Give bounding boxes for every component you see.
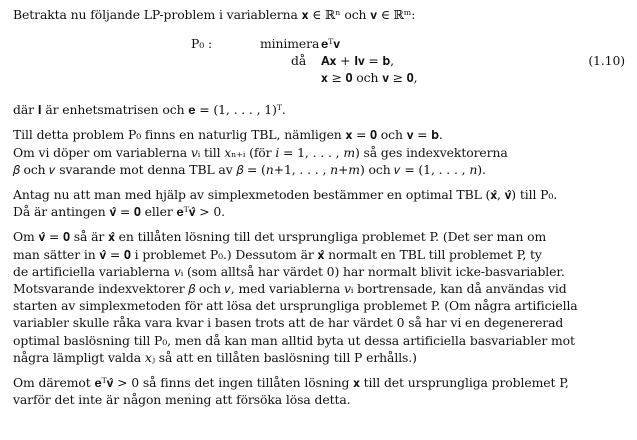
- equation-number: (1.10): [588, 53, 625, 69]
- assume-line: Då är antingen 𝐯̂ = 𝟎 eller 𝐞ᵀ𝐯̂ > 0.: [13, 204, 225, 220]
- nonnegativity-constraint: 𝐱 ≥ 𝟎 och 𝐯 ≥ 𝟎,: [321, 70, 418, 86]
- case-zero-line: man sätter in 𝐯̂ = 𝟎 i problemet P₀.) Dessutom är 𝐱̂ normalt en TBL till problemet P, ty: [13, 246, 542, 262]
- where-paragraph: där 𝐈 är enhetsmatrisen och 𝐞 = (1, . . . , 1)ᵀ.: [13, 102, 286, 118]
- case-positive-line: varför det inte är någon mening att försöka lösa detta.: [13, 392, 351, 408]
- case-zero-line: några lämpligt valda 𝑥ⱼ så att en tillåten baslösning till P erhålls.): [13, 349, 417, 365]
- minimize-keyword: minimera: [260, 36, 320, 52]
- subject-to-keyword: då: [291, 53, 307, 69]
- case-positive-line: Om däremot 𝐞ᵀ𝐯̂ > 0 så finns det ingen tillåten lösning 𝐱 till det ursprungliga problemet P,: [13, 375, 569, 391]
- tbl-line: Om vi döper om variablerna 𝑣ᵢ till 𝑥ₙ₊ᵢ (för 𝑖 = 1, . . . , 𝑚) så ges indexvektorerna: [13, 144, 508, 160]
- tbl-line: Till detta problem P₀ finns en naturlig TBL, nämligen 𝐱 = 𝟎 och 𝐯 = 𝐛.: [13, 127, 443, 143]
- objective-function: 𝐞ᵀ𝐯: [321, 36, 340, 52]
- case-zero-line: Motsvarande indexvektorer 𝛽 och 𝜈, med variablerna 𝑣ᵢ bortrensade, kan då användas vid: [13, 281, 567, 297]
- case-zero-line: optimal baslösning till P₀, men då kan man alltid byta ut dessa artificiella basvariabler mot: [13, 332, 575, 348]
- equality-constraint: 𝐀𝐱 + 𝐈𝐯 = 𝐛,: [321, 53, 394, 69]
- lp-problem-block: [13, 33, 625, 93]
- case-zero-line: variabler skulle råka vara kvar i basen trots att de har värdet 0 så har vi en degenererad: [13, 315, 564, 331]
- problem-name: P₀ :: [191, 36, 213, 52]
- case-zero-line: Om 𝐯̂ = 𝟎 så är 𝐱̂ en tillåten lösning till det ursprungliga problemet P. (Det ser man om: [13, 229, 547, 245]
- case-zero-line: starten av simplexmetoden för att lösa det ursprungliga problemet P. (Om några artificiella: [13, 298, 578, 314]
- intro-paragraph: Betrakta nu följande LP-problem i variablerna 𝐱 ∈ ℝⁿ och 𝐯 ∈ ℝᵐ:: [13, 7, 416, 22]
- tbl-line: 𝛽 och 𝜈 svarande mot denna TBL av 𝛽 = (𝑛+1, . . . , 𝑛+𝑚) och 𝜈 = (1, . . . , 𝑛).: [13, 161, 486, 177]
- document-page: [13, 6, 625, 408]
- case-zero-line: de artificiella variablerna 𝑣ᵢ (som alltså har värdet 0) har normalt blivit icke-basvariabler.: [13, 263, 565, 279]
- assume-line: Antag nu att man med hjälp av simplexmetoden bestämmer en optimal TBL (𝐱̂, 𝐯̂) till P₀.: [13, 187, 558, 203]
